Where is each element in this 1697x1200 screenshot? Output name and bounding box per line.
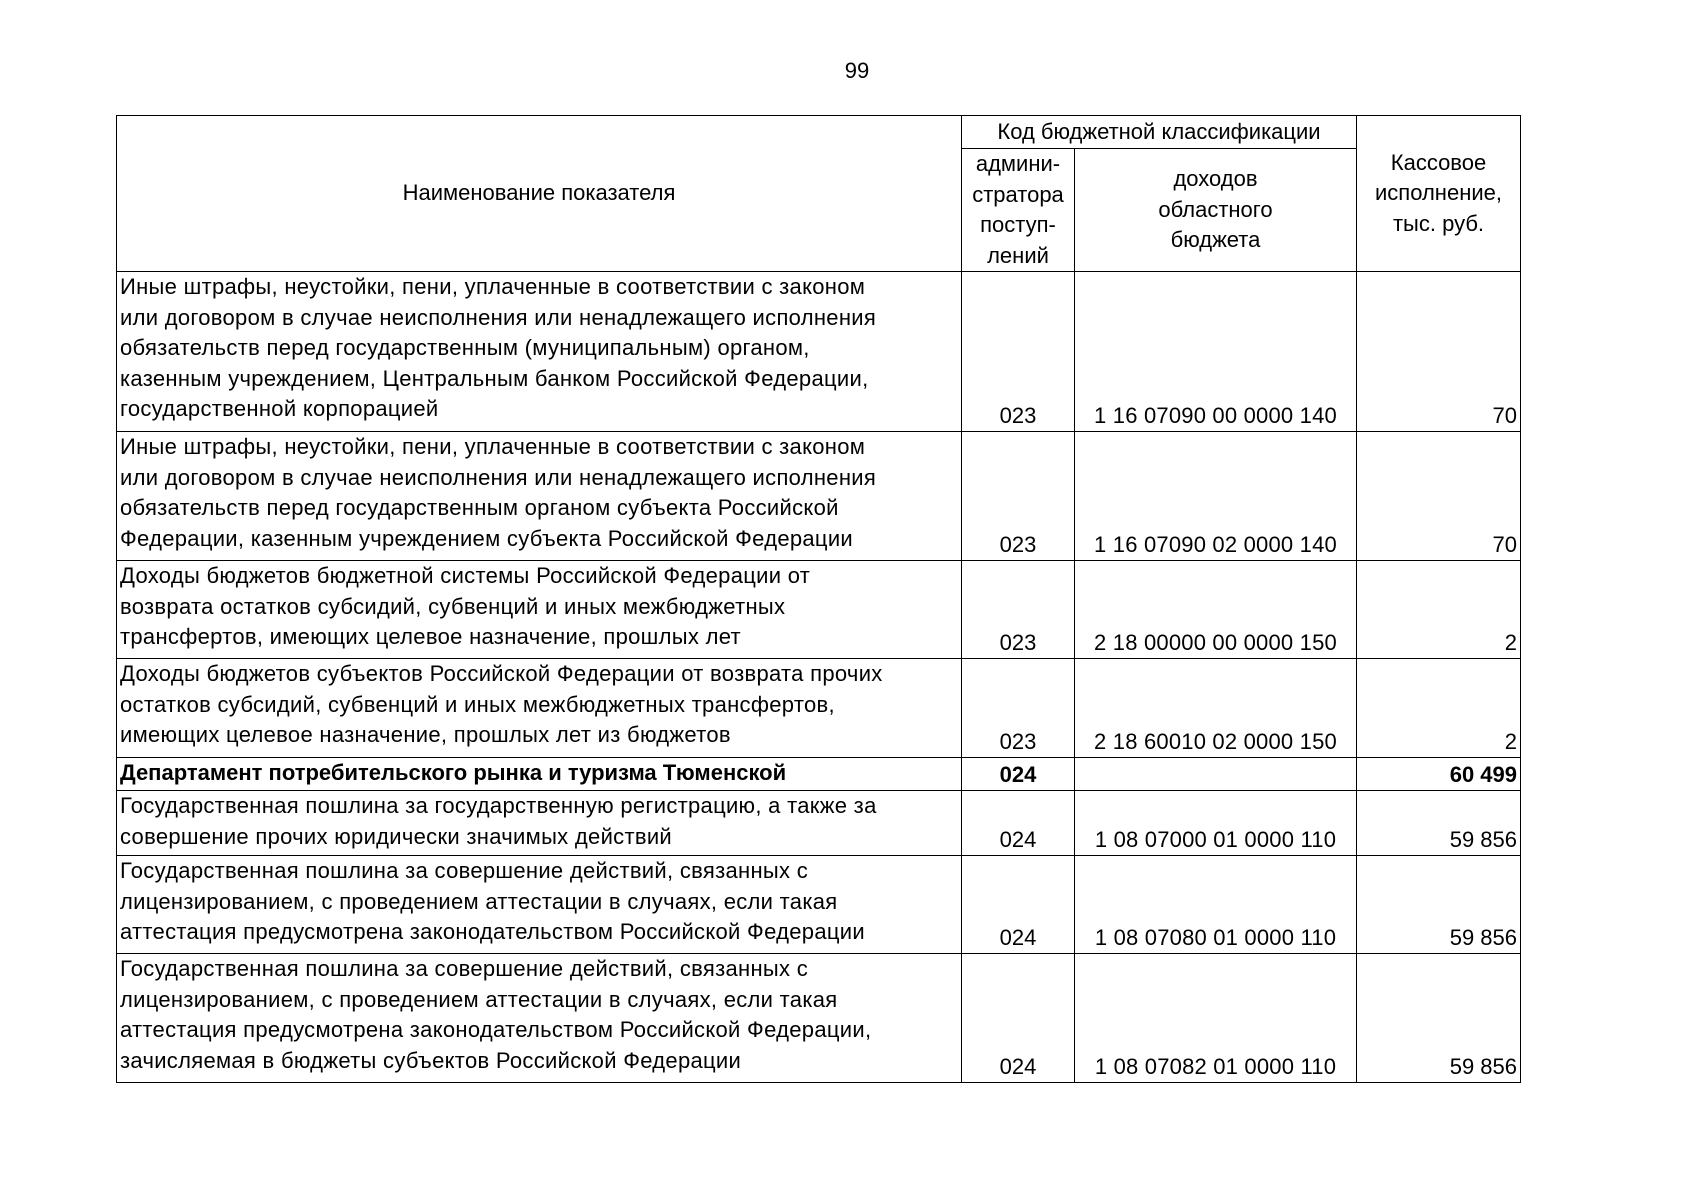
cash-execution-cell: 2 xyxy=(1357,561,1521,659)
cash-execution-cell: 59 856 xyxy=(1357,856,1521,954)
administrator-code-cell: 024 xyxy=(962,791,1075,856)
income-code-cell: 1 08 07082 01 0000 110 xyxy=(1075,954,1357,1083)
administrator-code-cell: 024 xyxy=(962,954,1075,1083)
cash-execution-cell: 2 xyxy=(1357,659,1521,758)
indicator-name-cell: Государственная пошлина за государственную регистрацию, а также за совершение прочих юридически значимых действий xyxy=(117,791,962,856)
income-code-cell: 1 16 07090 02 0000 140 xyxy=(1075,432,1357,561)
income-code-cell: 1 08 07080 01 0000 110 xyxy=(1075,856,1357,954)
income-code-cell xyxy=(1075,758,1357,791)
header-administrator: админи- стратора поступ- лений xyxy=(962,149,1075,272)
income-code-cell: 1 08 07000 01 0000 110 xyxy=(1075,791,1357,856)
indicator-name-cell: Доходы бюджетов бюджетной системы Российской Федерации от возврата остатков субсидий, субвенций и иных межбюджетных трансфертов, имеющих целевое назначение, прошлых лет xyxy=(117,561,962,659)
administrator-code-cell: 023 xyxy=(962,659,1075,758)
indicator-name-cell: Департамент потребительского рынка и туризма Тюменской xyxy=(117,758,962,791)
table-row xyxy=(117,954,1521,1083)
income-code-cell: 1 16 07090 00 0000 140 xyxy=(1075,272,1357,432)
table-row xyxy=(117,561,1521,659)
indicator-name-cell: Государственная пошлина за совершение действий, связанных с лицензированием, с проведением аттестации в случаях, если такая аттестация предусмотрена законодательством Российской Федерации, зачисляемая в бюджеты субъектов Российской Федерации xyxy=(117,954,962,1083)
budget-table xyxy=(116,115,1521,1083)
table-row xyxy=(117,272,1521,432)
administrator-code-cell: 024 xyxy=(962,856,1075,954)
header-indicator-name: Наименование показателя xyxy=(117,116,962,272)
table-row xyxy=(117,432,1521,561)
administrator-code-cell: 024 xyxy=(962,758,1075,791)
header-cash-execution: Кассовое исполнение, тыс. руб. xyxy=(1357,116,1521,272)
cash-execution-cell: 59 856 xyxy=(1357,954,1521,1083)
administrator-code-cell: 023 xyxy=(962,561,1075,659)
table-row xyxy=(117,758,1521,791)
indicator-name-cell: Государственная пошлина за совершение действий, связанных с лицензированием, с проведением аттестации в случаях, если такая аттестация предусмотрена законодательством Российской Федерации xyxy=(117,856,962,954)
income-code-cell: 2 18 00000 00 0000 150 xyxy=(1075,561,1357,659)
table-row xyxy=(117,659,1521,758)
indicator-name-cell: Доходы бюджетов субъектов Российской Федерации от возврата прочих остатков субсидий, субвенций и иных межбюджетных трансфертов, имеющих целевое назначение, прошлых лет из бюджетов xyxy=(117,659,962,758)
cash-execution-cell: 70 xyxy=(1357,432,1521,561)
administrator-code-cell: 023 xyxy=(962,432,1075,561)
indicator-name-cell: Иные штрафы, неустойки, пени, уплаченные в соответствии с законом или договором в случае неисполнения или ненадлежащего исполнения обязательств перед государственным (муниципальным) органом, казенным учреждением, Центральным банком Российской Федерации, государственной корпорацией xyxy=(117,272,962,432)
table-body xyxy=(117,272,1521,1083)
page-number: 99 xyxy=(844,58,870,83)
table-row xyxy=(117,856,1521,954)
cash-execution-cell: 60 499 xyxy=(1357,758,1521,791)
cash-execution-cell: 59 856 xyxy=(1357,791,1521,856)
table-header xyxy=(117,116,1521,272)
indicator-name-cell: Иные штрафы, неустойки, пени, уплаченные в соответствии с законом или договором в случае неисполнения или ненадлежащего исполнения обязательств перед государственным органом субъекта Российской Федерации, казенным учреждением субъекта Российской Федерации xyxy=(117,432,962,561)
cash-execution-cell: 70 xyxy=(1357,272,1521,432)
header-regional-income: доходов областного бюджета xyxy=(1075,149,1357,272)
income-code-cell: 2 18 60010 02 0000 150 xyxy=(1075,659,1357,758)
table-row xyxy=(117,791,1521,856)
header-classification-code: Код бюджетной классификации xyxy=(962,116,1357,149)
administrator-code-cell: 023 xyxy=(962,272,1075,432)
